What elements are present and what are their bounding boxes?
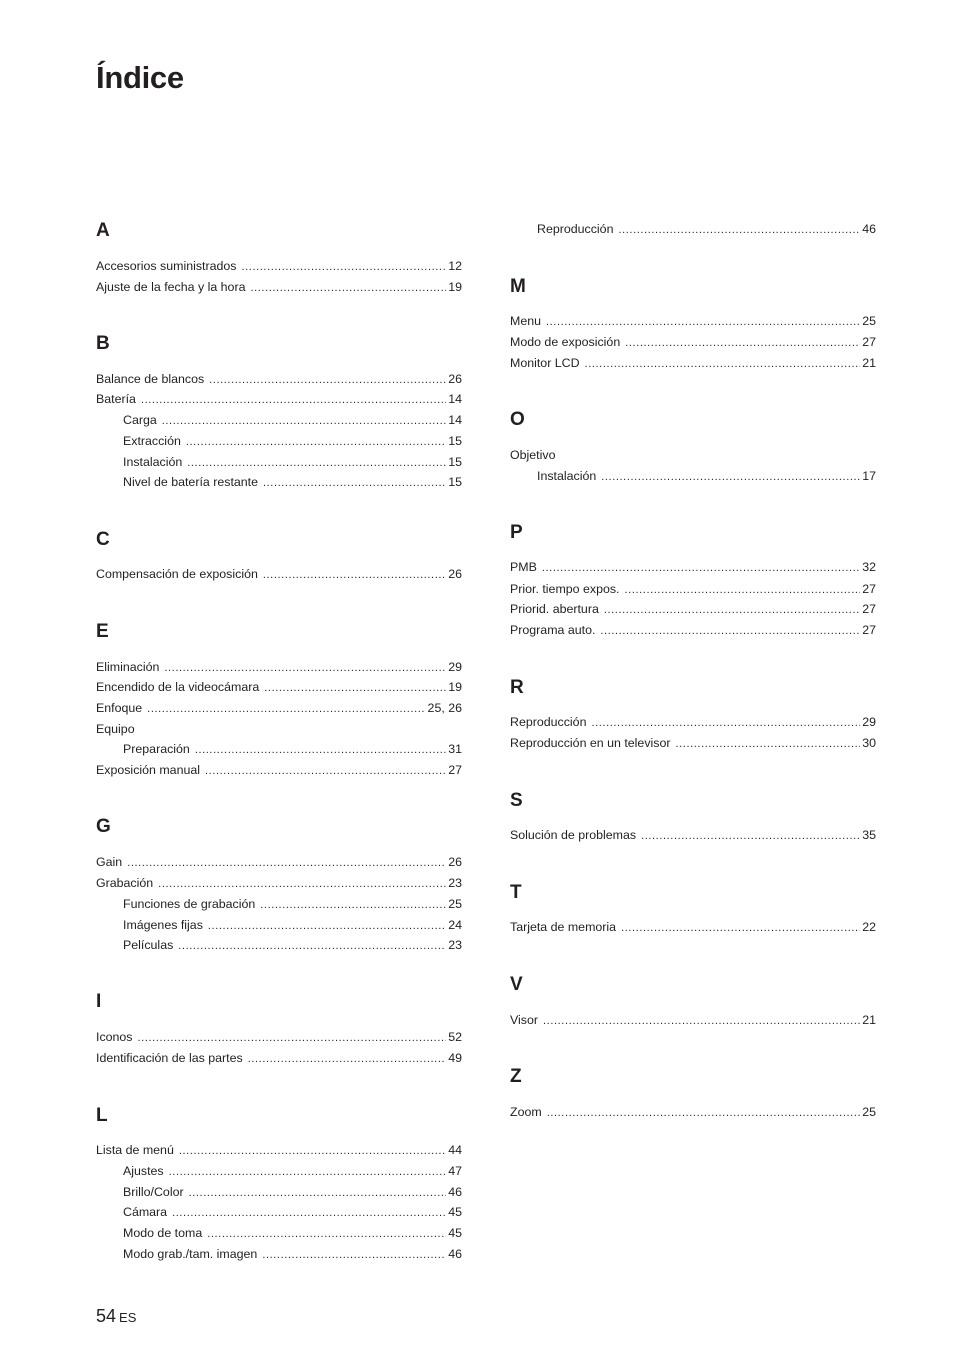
dot-leader bbox=[546, 314, 860, 330]
entry-page-number: 14 bbox=[448, 392, 462, 406]
index-entry bbox=[96, 1050, 462, 1066]
entry-label: Modo grab./tam. imagen bbox=[123, 1247, 258, 1261]
entry-label: Modo de exposición bbox=[510, 335, 621, 349]
dot-leader bbox=[164, 660, 446, 676]
entry-label: Exposición manual bbox=[96, 763, 201, 777]
entry-page-number: 45 bbox=[448, 1205, 462, 1219]
entry-label: Instalación bbox=[537, 469, 597, 483]
entry-page-number: 46 bbox=[862, 222, 876, 236]
entry-label: Zoom bbox=[510, 1105, 542, 1119]
index-entry bbox=[510, 1012, 876, 1028]
entry-label: Programa auto. bbox=[510, 623, 596, 637]
index-letter-p: P bbox=[510, 522, 523, 543]
entry-label: Instalación bbox=[123, 455, 183, 469]
index-subentry bbox=[123, 454, 462, 470]
dot-leader bbox=[179, 1143, 446, 1159]
index-entry bbox=[96, 371, 462, 387]
entry-label: Encendido de la videocámara bbox=[96, 680, 260, 694]
page-title: Índice bbox=[96, 60, 184, 95]
entry-page-number: 49 bbox=[448, 1051, 462, 1065]
index-entry bbox=[96, 854, 462, 870]
index-subentry bbox=[537, 221, 876, 237]
entry-page-number: 25 bbox=[862, 1105, 876, 1119]
index-subentry bbox=[123, 917, 462, 933]
index-subentry bbox=[123, 474, 462, 490]
index-entry bbox=[510, 601, 876, 617]
dot-leader bbox=[158, 876, 446, 892]
index-entry bbox=[510, 447, 876, 463]
entry-label: Funciones de grabación bbox=[123, 897, 256, 911]
dot-leader bbox=[195, 742, 446, 758]
index-subentry bbox=[123, 1184, 462, 1200]
entry-label: Extracción bbox=[123, 434, 181, 448]
index-letter-v: V bbox=[510, 974, 523, 995]
entry-label: Carga bbox=[123, 413, 157, 427]
index-entry bbox=[96, 258, 462, 274]
index-entry bbox=[510, 714, 876, 730]
entry-page-number: 22 bbox=[862, 920, 876, 934]
index-entry bbox=[510, 559, 876, 575]
entry-page-number: 15 bbox=[448, 434, 462, 448]
index-entry bbox=[510, 334, 876, 350]
entry-page-number: 27 bbox=[862, 582, 876, 596]
index-subentry bbox=[123, 1204, 462, 1220]
index-subentry bbox=[123, 1225, 462, 1241]
entry-label: Lista de menú bbox=[96, 1143, 174, 1157]
dot-leader bbox=[241, 259, 446, 275]
index-entry bbox=[510, 355, 876, 371]
index-entry bbox=[510, 919, 876, 935]
dot-leader bbox=[189, 1185, 447, 1201]
dot-leader bbox=[604, 602, 860, 618]
entry-label: Accesorios suministrados bbox=[96, 259, 237, 273]
entry-label: Gain bbox=[96, 855, 123, 869]
entry-page-number: 31 bbox=[448, 742, 462, 756]
index-subentry bbox=[123, 741, 462, 757]
index-entry bbox=[510, 313, 876, 329]
entry-page-number: 32 bbox=[862, 560, 876, 574]
entry-page-number: 25, 26 bbox=[427, 701, 462, 715]
index-entry bbox=[510, 735, 876, 751]
entry-label: Nivel de batería restante bbox=[123, 475, 258, 489]
entry-label: Eliminación bbox=[96, 660, 160, 674]
dot-leader bbox=[547, 1105, 861, 1121]
index-entry bbox=[510, 827, 876, 843]
index-letter-o: O bbox=[510, 409, 525, 430]
dot-leader bbox=[591, 715, 860, 731]
entry-label: PMB bbox=[510, 560, 537, 574]
entry-page-number: 19 bbox=[448, 280, 462, 294]
entry-label: Prior. tiempo expos. bbox=[510, 582, 620, 596]
entry-label: Reproducción bbox=[537, 222, 614, 236]
index-entry bbox=[510, 581, 876, 597]
index-subentry bbox=[123, 896, 462, 912]
entry-page-number: 15 bbox=[448, 455, 462, 469]
index-letter-b: B bbox=[96, 333, 110, 354]
index-entry bbox=[96, 659, 462, 675]
entry-label: Objetivo bbox=[510, 448, 556, 462]
dot-leader bbox=[585, 356, 861, 372]
entry-page-number: 27 bbox=[448, 763, 462, 777]
index-entry bbox=[96, 679, 462, 695]
entry-label: Preparación bbox=[123, 742, 190, 756]
dot-leader bbox=[209, 372, 446, 388]
index-entry bbox=[96, 1029, 462, 1045]
dot-leader bbox=[676, 736, 861, 752]
dot-leader bbox=[600, 623, 860, 639]
dot-leader bbox=[542, 560, 860, 576]
dot-leader bbox=[178, 938, 446, 954]
entry-page-number: 21 bbox=[862, 356, 876, 370]
entry-page-number: 27 bbox=[862, 602, 876, 616]
entry-page-number: 47 bbox=[448, 1164, 462, 1178]
page-footer bbox=[96, 1306, 136, 1327]
dot-leader bbox=[169, 1164, 447, 1180]
entry-page-number: 23 bbox=[448, 876, 462, 890]
index-letter-i: I bbox=[96, 991, 102, 1012]
entry-label: Batería bbox=[96, 392, 136, 406]
entry-label: Grabación bbox=[96, 876, 154, 890]
entry-label: Reproducción bbox=[510, 715, 587, 729]
entry-page-number: 24 bbox=[448, 918, 462, 932]
index-letter-r: R bbox=[510, 677, 524, 698]
index-letter-z: Z bbox=[510, 1066, 522, 1087]
entry-label: Ajustes bbox=[123, 1164, 164, 1178]
entry-page-number: 44 bbox=[448, 1143, 462, 1157]
index-subentry bbox=[123, 1246, 462, 1262]
entry-page-number: 26 bbox=[448, 567, 462, 581]
dot-leader bbox=[601, 469, 860, 485]
entry-label: Identificación de las partes bbox=[96, 1051, 243, 1065]
index-entry bbox=[96, 700, 462, 716]
page-number: 54 bbox=[96, 1306, 117, 1326]
index-entry bbox=[96, 875, 462, 891]
language-code: ES bbox=[119, 1310, 137, 1325]
index-subentry bbox=[123, 937, 462, 953]
index-letter-m: M bbox=[510, 276, 526, 297]
entry-page-number: 17 bbox=[862, 469, 876, 483]
entry-label: Equipo bbox=[96, 722, 135, 736]
entry-label: Visor bbox=[510, 1013, 539, 1027]
index-entry bbox=[96, 721, 462, 737]
entry-page-number: 27 bbox=[862, 623, 876, 637]
index-subentry bbox=[123, 433, 462, 449]
dot-leader bbox=[147, 701, 425, 717]
entry-page-number: 35 bbox=[862, 828, 876, 842]
index-letter-a: A bbox=[96, 220, 110, 241]
index-entry bbox=[510, 1104, 876, 1120]
entry-label: Tarjeta de memoria bbox=[510, 920, 617, 934]
entry-label: Brillo/Color bbox=[123, 1185, 184, 1199]
index-letter-c: C bbox=[96, 529, 110, 550]
index-entry bbox=[96, 279, 462, 295]
index-letter-g: G bbox=[96, 816, 111, 837]
index-entry bbox=[510, 622, 876, 638]
entry-page-number: 25 bbox=[862, 314, 876, 328]
dot-leader bbox=[207, 1226, 446, 1242]
dot-leader bbox=[625, 335, 860, 351]
index-letter-s: S bbox=[510, 790, 523, 811]
entry-label: Menu bbox=[510, 314, 541, 328]
entry-label: Enfoque bbox=[96, 701, 143, 715]
entry-label: Monitor LCD bbox=[510, 356, 580, 370]
index-letter-t: T bbox=[510, 882, 522, 903]
entry-page-number: 46 bbox=[448, 1185, 462, 1199]
dot-leader bbox=[621, 920, 860, 936]
dot-leader bbox=[543, 1013, 860, 1029]
dot-leader bbox=[162, 413, 446, 429]
entry-page-number: 15 bbox=[448, 475, 462, 489]
entry-page-number: 29 bbox=[862, 715, 876, 729]
entry-page-number: 45 bbox=[448, 1226, 462, 1240]
dot-leader bbox=[141, 392, 446, 408]
entry-page-number: 14 bbox=[448, 413, 462, 427]
index-letter-l: L bbox=[96, 1105, 108, 1126]
entry-label: Ajuste de la fecha y la hora bbox=[96, 280, 246, 294]
entry-page-number: 26 bbox=[448, 372, 462, 386]
index-entry bbox=[96, 762, 462, 778]
dot-leader bbox=[264, 680, 446, 696]
dot-leader bbox=[641, 828, 860, 844]
entry-page-number: 30 bbox=[862, 736, 876, 750]
dot-leader bbox=[263, 567, 446, 583]
entry-label: Priorid. abertura bbox=[510, 602, 599, 616]
entry-label: Iconos bbox=[96, 1030, 133, 1044]
dot-leader bbox=[127, 855, 446, 871]
dot-leader bbox=[205, 763, 446, 779]
entry-label: Reproducción en un televisor bbox=[510, 736, 671, 750]
dot-leader bbox=[250, 280, 446, 296]
dot-leader bbox=[262, 1247, 446, 1263]
dot-leader bbox=[208, 918, 446, 934]
entry-page-number: 21 bbox=[862, 1013, 876, 1027]
dot-leader bbox=[187, 455, 446, 471]
dot-leader bbox=[260, 897, 446, 913]
entry-label: Películas bbox=[123, 938, 174, 952]
index-entry bbox=[96, 566, 462, 582]
dot-leader bbox=[263, 475, 446, 491]
index-letter-e: E bbox=[96, 621, 109, 642]
entry-label: Compensación de exposición bbox=[96, 567, 258, 581]
entry-label: Modo de toma bbox=[123, 1226, 203, 1240]
index-entry bbox=[96, 1142, 462, 1158]
entry-label: Cámara bbox=[123, 1205, 168, 1219]
index-entry bbox=[96, 391, 462, 407]
dot-leader bbox=[186, 434, 446, 450]
entry-page-number: 19 bbox=[448, 680, 462, 694]
dot-leader bbox=[138, 1030, 447, 1046]
entry-page-number: 25 bbox=[448, 897, 462, 911]
entry-label: Balance de blancos bbox=[96, 372, 205, 386]
entry-label: Solución de problemas bbox=[510, 828, 637, 842]
entry-page-number: 29 bbox=[448, 660, 462, 674]
entry-page-number: 27 bbox=[862, 335, 876, 349]
entry-page-number: 52 bbox=[448, 1030, 462, 1044]
dot-leader bbox=[248, 1051, 446, 1067]
entry-label: Imágenes fijas bbox=[123, 918, 203, 932]
entry-page-number: 12 bbox=[448, 259, 462, 273]
entry-page-number: 23 bbox=[448, 938, 462, 952]
entry-page-number: 46 bbox=[448, 1247, 462, 1261]
dot-leader bbox=[625, 582, 861, 598]
index-subentry bbox=[123, 1163, 462, 1179]
dot-leader bbox=[618, 222, 860, 238]
index-subentry bbox=[537, 468, 876, 484]
entry-page-number: 26 bbox=[448, 855, 462, 869]
index-subentry bbox=[123, 412, 462, 428]
dot-leader bbox=[172, 1205, 446, 1221]
